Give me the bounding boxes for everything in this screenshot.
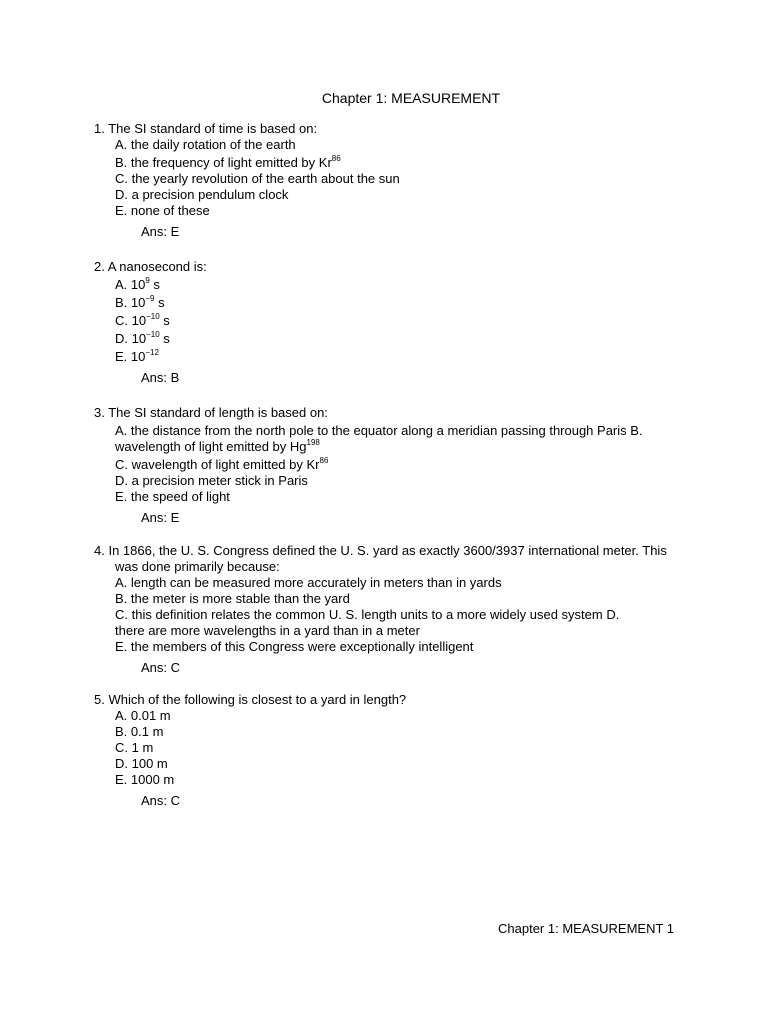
option-c: C. wavelength of light emitted by Kr$^{86}$ [115, 456, 329, 472]
question-stem-line: 4. In 1866, the U. S. Congress defined the U. S. yard as exactly 3600/3937 international meter. This [94, 543, 667, 558]
question-stem: 3. The SI standard of length is based on: [94, 405, 328, 420]
option-a: A. the daily rotation of the earth [115, 137, 296, 152]
option-c: C. this definition relates the common U. S. length units to a more widely used system D. [115, 607, 620, 622]
option-e: E. $10^{-12}$ [115, 348, 159, 364]
option-b: B. the meter is more stable than the yard [115, 591, 350, 606]
option-e: E. 1000 m [115, 772, 175, 787]
page-title: Chapter 1: MEASUREMENT [321, 90, 501, 106]
option-list [94, 421, 694, 505]
option-a: A. length can be measured more accurately in meters than in yards [115, 575, 502, 590]
answer: Ans: C [141, 793, 181, 808]
option-e: E. the speed of light [115, 489, 230, 504]
question-4 [94, 543, 694, 676]
question-5 [94, 692, 694, 809]
question-3 [94, 405, 694, 526]
option-b: B. $10^{-9}$ s [115, 294, 165, 310]
option-b: B. 0.1 m [115, 724, 164, 739]
question-2 [94, 259, 694, 386]
question-1 [94, 121, 694, 240]
answer: Ans: C [141, 660, 181, 675]
option-e: E. none of these [115, 203, 210, 218]
option-list [94, 275, 694, 365]
page-footer: Chapter 1: MEASUREMENT 1 [498, 921, 675, 936]
question-stem: 5. Which of the following is closest to a yard in length? [94, 692, 407, 707]
answer: Ans: E [141, 224, 180, 239]
option-d: there are more wavelengths in a yard than in a meter [115, 623, 420, 638]
option-b: wavelength of light emitted by Hg$^{198}$ [115, 438, 320, 454]
option-d: D. 100 m [115, 756, 168, 771]
option-e: E. the members of this Congress were exceptionally intelligent [115, 639, 474, 654]
answer: Ans: E [141, 510, 180, 525]
option-a: A. the distance from the north pole to the equator along a meridian passing through Paris B. [115, 423, 643, 438]
option-list [94, 575, 694, 655]
question-stem-continuation: was done primarily because: [115, 559, 280, 574]
option-d: D. $10^{-10}$ s [115, 330, 170, 346]
option-a: A. 0.01 m [115, 708, 171, 723]
option-a: A. $10^9$ s [115, 276, 160, 292]
option-c: C. $10^{-10}$ s [115, 312, 170, 328]
option-c: C. the yearly revolution of the earth about the sun [115, 171, 400, 186]
answer: Ans: B [141, 370, 180, 385]
option-list [94, 137, 694, 219]
option-list [94, 708, 694, 788]
option-d: D. a precision pendulum clock [115, 187, 289, 202]
option-c: C. 1 m [115, 740, 154, 755]
option-d: D. a precision meter stick in Paris [115, 473, 308, 488]
question-stem: 2. A nanosecond is: [94, 259, 207, 274]
question-stem: 1. The SI standard of time is based on: [94, 121, 318, 136]
option-b: B. the frequency of light emitted by Kr$^{86}$ [115, 154, 341, 170]
question-stem [94, 543, 694, 575]
